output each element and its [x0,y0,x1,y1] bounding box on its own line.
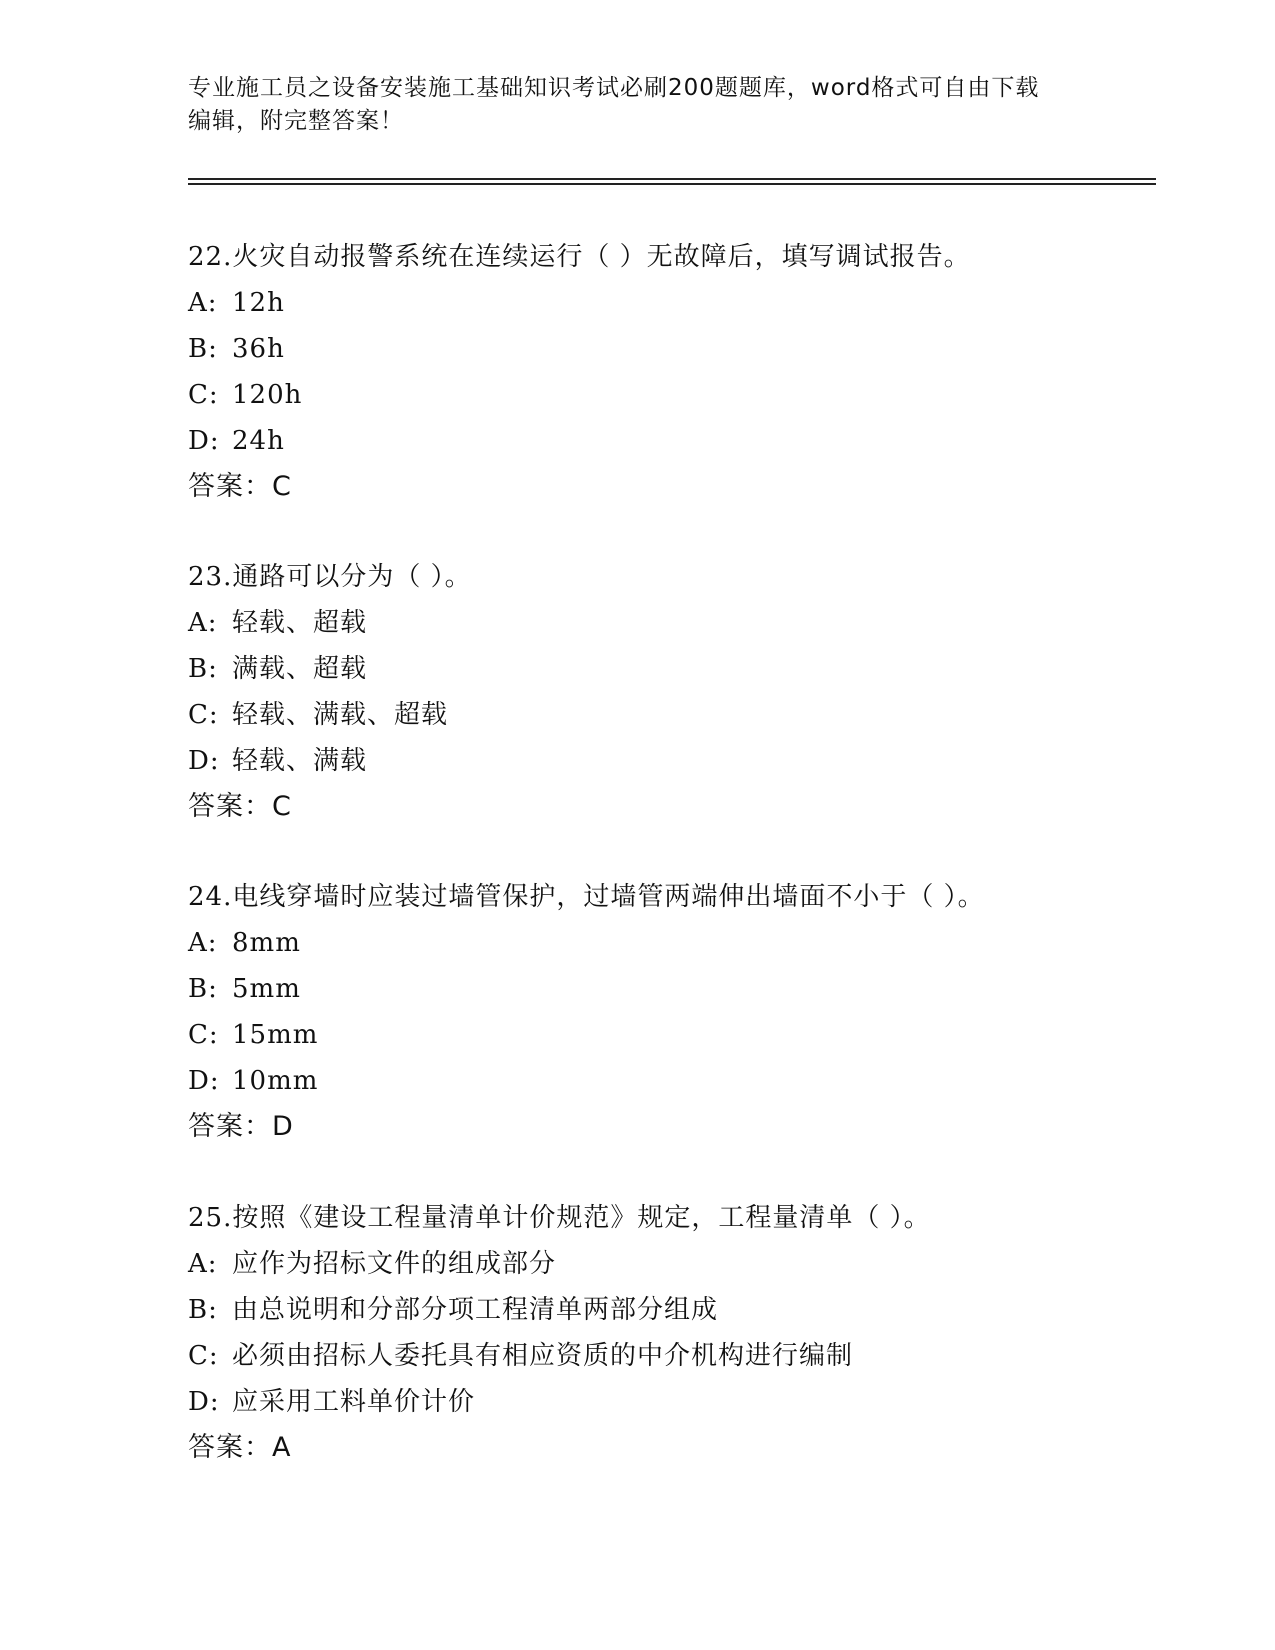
option-b [188,326,1168,372]
question-24 [188,874,1168,1150]
header-divider-top [188,178,1156,180]
option-b [188,1287,1168,1333]
option-text: 由总说明和分部分项工程清单两部分组成 [232,1295,719,1325]
option-text: 必须由招标人委托具有相应资质的中介机构进行编制 [232,1341,854,1371]
option-letter: B: [188,974,218,1004]
question-23 [188,554,1168,830]
option-text: 轻载、满载 [232,746,368,776]
option-text: 5mm [232,974,301,1004]
option-c [188,1012,1168,1058]
option-c [188,1333,1168,1379]
option-text: 满载、超载 [232,654,368,684]
option-letter: A: [188,288,218,318]
question-25 [188,1195,1168,1471]
option-text: 应作为招标文件的组成部分 [232,1249,557,1279]
option-a [188,600,1168,646]
option-text: 120h [232,380,303,410]
option-c [188,372,1168,418]
option-a [188,1241,1168,1287]
answer-line: 答案：C [188,791,292,822]
option-text: 8mm [232,928,301,958]
option-b [188,966,1168,1012]
option-a [188,920,1168,966]
option-text: 应采用工料单价计价 [232,1387,476,1417]
question-stem: 25.按照《建设工程量清单计价规范》规定，工程量清单（ ）。 [188,1203,931,1233]
option-letter: B: [188,1295,218,1325]
option-letter: A: [188,928,218,958]
option-letter: C: [188,1341,219,1371]
option-letter: D: [188,1066,220,1096]
option-letter: B: [188,654,218,684]
header-divider-bottom [188,183,1156,185]
header-title-line-2: 编辑，附完整答案！ [188,108,404,134]
answer-line: 答案：C [188,471,292,502]
option-letter: C: [188,1020,219,1050]
option-text: 轻载、超载 [232,608,368,638]
option-d [188,1058,1168,1104]
option-text: 轻载、满载、超载 [232,700,449,730]
option-text: 24h [232,426,285,456]
document-header [188,72,1088,138]
option-b [188,646,1168,692]
option-letter: D: [188,746,220,776]
question-stem: 22.火灾自动报警系统在连续运行（ ）无故障后，填写调试报告。 [188,242,971,272]
option-d [188,418,1168,464]
option-text: 10mm [232,1066,319,1096]
option-letter: A: [188,608,218,638]
option-text: 15mm [232,1020,319,1050]
option-d [188,738,1168,784]
option-letter: A: [188,1249,218,1279]
answer-line: 答案：D [188,1111,294,1142]
question-stem: 23.通路可以分为（ ）。 [188,562,472,592]
header-title-line-1: 专业施工员之设备安装施工基础知识考试必刷200题题库，word格式可自由下载 [188,75,1040,101]
option-c [188,692,1168,738]
option-letter: D: [188,426,220,456]
option-a [188,280,1168,326]
option-text: 12h [232,288,285,318]
option-letter: C: [188,700,219,730]
option-letter: C: [188,380,219,410]
question-22 [188,234,1168,510]
option-text: 36h [232,334,285,364]
option-letter: B: [188,334,218,364]
option-d [188,1379,1168,1425]
answer-line: 答案：A [188,1432,292,1463]
option-letter: D: [188,1387,220,1417]
question-stem: 24.电线穿墙时应装过墙管保护，过墙管两端伸出墙面不小于（ ）。 [188,882,985,912]
